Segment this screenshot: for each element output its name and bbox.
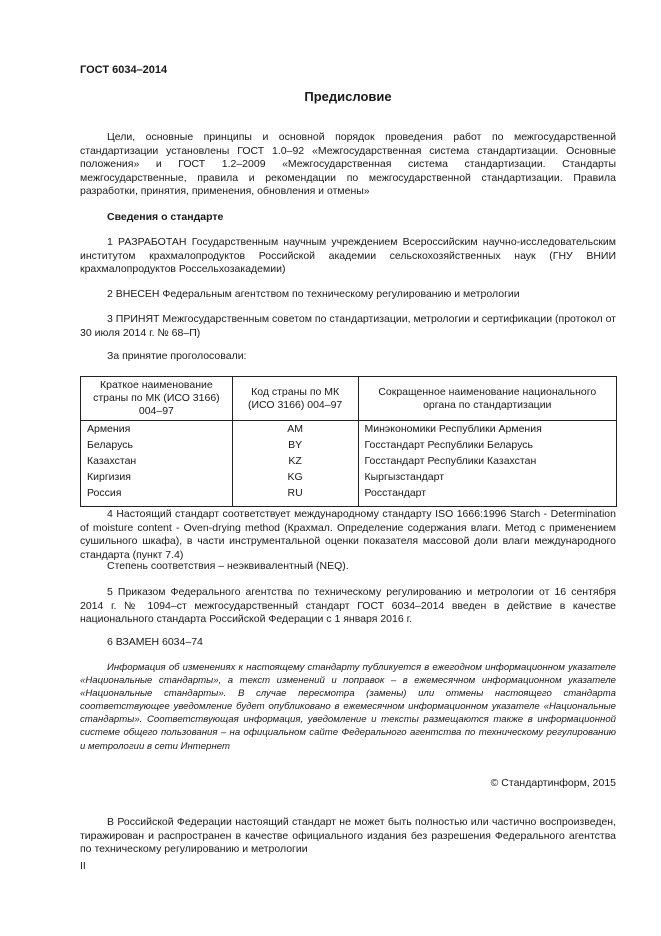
country-cell: Россия — [81, 485, 233, 507]
country-cell: Армения — [81, 421, 233, 438]
standards-body-cell: Госстандарт Республики Казахстан — [358, 453, 617, 469]
page-title: Предисловие — [304, 89, 392, 104]
standards-body-cell: Минэкономики Республики Армения — [358, 421, 617, 438]
item-5-enactment-order: 5 Приказом Федерального агентства по техническому регулированию и метрологии от 16 сентября 2014 г. № 1094–ст межгосударственный стандарт ГОСТ 6034–2014 введен в действие в качестве национального стандарта Российской Федерации с 1 января 2016 г. — [80, 586, 616, 626]
item-3-adopted-by: 3 ПРИНЯТ Межгосударственным советом по стандартизации, метрологии и сертификации (протокол от 30 июля 2014 г. № 68–П) — [80, 313, 616, 339]
country-cell: Беларусь — [81, 437, 233, 453]
amendments-info-note: Информация об изменениях к настоящему стандарту публикуется в ежегодном информационном указателе «Национальные стандарты», а текст изменений и поправок – в ежемесячном информационном указателе «Национальные стандарты». В случае пересмотра (замены) или отмены настоящего стандарта соответствующее уведомление будет опубликовано в ежемесячном информационном указателе «Национальные стандарты». Соответствующая информация, уведомление и тексты размещаются также в информационной системе общего пользования – на официальном сайте Федерального агентства по техническому регулированию и метрологии в сети Интернет — [80, 662, 616, 752]
item-2-introduced-by: 2 ВНЕСЕН Федеральным агентством по техническому регулированию и метрологии — [107, 288, 520, 300]
voting-countries-table — [80, 376, 617, 507]
table-row — [81, 421, 617, 438]
item-1-developed-by: 1 РАЗРАБОТАН Государственным научным учреждением Всероссийским научно-исследовательским институтом крахмалопродуктов Российской академии сельскохозяйственных наук (ГНУ ВНИИ крахмалопродуктов Россельхозакадемии) — [80, 236, 616, 276]
country-cell: Казахстан — [81, 453, 233, 469]
about-standard-heading: Сведения о стандарте — [107, 211, 224, 223]
standards-body-cell: Госстандарт Республики Беларусь — [358, 437, 617, 453]
code-cell: KZ — [232, 453, 358, 469]
column-header-standards-body: Сокращенное наименование национального органа по стандартизации — [358, 377, 617, 421]
table-row — [81, 469, 617, 485]
code-cell: KG — [232, 469, 358, 485]
column-header-country: Краткое наименование страны по МК (ИСО 3166) 004–97 — [81, 377, 233, 421]
intro-paragraph: Цели, основные принципы и основной порядок проведения работ по межгосударственной стандартизации установлены ГОСТ 1.0–92 «Межгосударственная система стандартизации. Основные положения» и ГОСТ 1.2–2009 «Межгосударственная система стандартизации. Стандарты межгосударственные, правила и рекомендации по межгосударственной стандартизации. Правила разработки, принятия, применения, обновления и отмены» — [80, 131, 616, 198]
document-code: ГОСТ 6034–2014 — [80, 64, 168, 76]
table-row — [81, 437, 617, 453]
standards-body-cell: Росстандарт — [358, 485, 617, 507]
table-row — [81, 453, 617, 469]
item-6-replaces: 6 ВЗАМЕН 6034–74 — [107, 636, 203, 648]
table-row — [81, 485, 617, 507]
voted-label: За принятие проголосовали: — [107, 350, 247, 362]
item-4-degree-of-correspondence: Степень соответствия – неэквивалентный (NEQ). — [107, 560, 349, 572]
reproduction-rights-notice: В Российской Федерации настоящий стандарт не может быть полностью или частично воспроизведен, тиражирован и распространен в качестве официального издания без разрешения Федерального агентства по техническому регулированию и метрологии — [80, 816, 616, 856]
code-cell: RU — [232, 485, 358, 507]
page-number: II — [80, 860, 86, 872]
code-cell: BY — [232, 437, 358, 453]
code-cell: AM — [232, 421, 358, 438]
column-header-code: Код страны по МК (ИСО 3166) 004–97 — [232, 377, 358, 421]
item-4-international-correspondence: 4 Настоящий стандарт соответствует международному стандарту ISO 1666:1996 Starch - Determination of moisture content - Oven-drying method (Крахмал. Определение содержания влаги. Метод с применением сушильного шкафа), в части инструментальной оценки показателя массовой доли влаги международного стандарта (пункт 7.4) — [80, 508, 616, 561]
standards-body-cell: Кыргызстандарт — [358, 469, 617, 485]
country-cell: Киргизия — [81, 469, 233, 485]
table-header-row — [81, 377, 617, 421]
copyright-notice: © Стандартинформ, 2015 — [490, 777, 616, 789]
